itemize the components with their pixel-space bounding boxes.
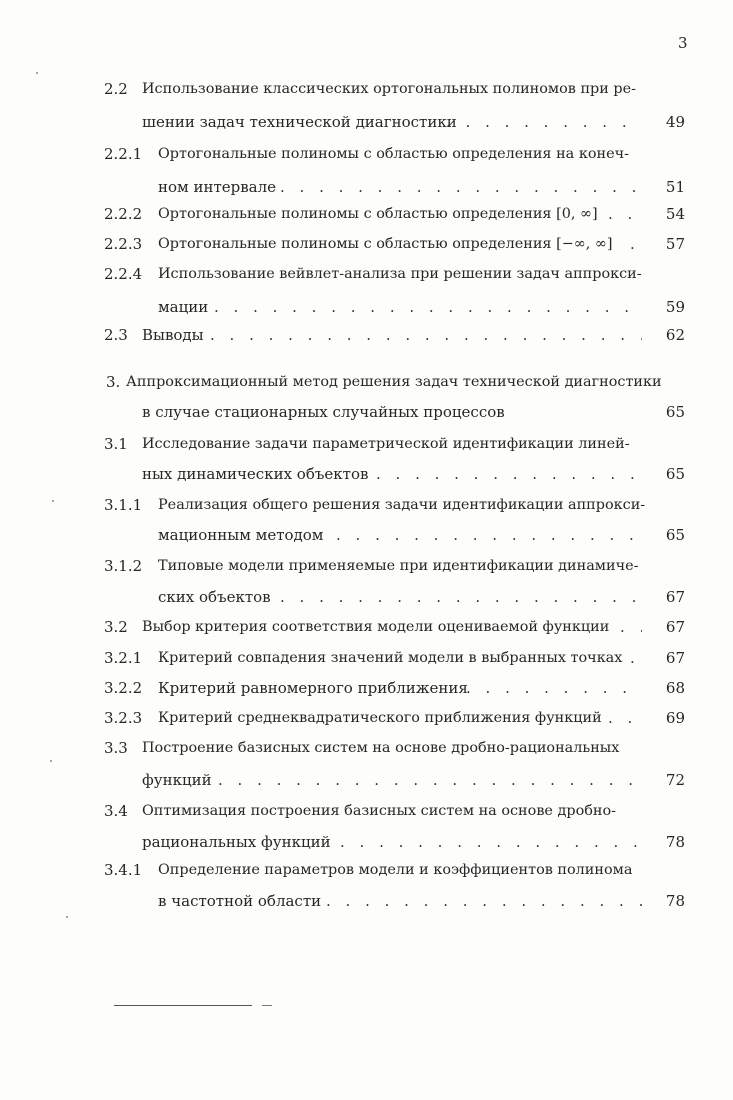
dot-leader [326, 886, 642, 916]
dot-leader [466, 673, 642, 703]
chapter-title-line1: Аппроксимационный метод решения задач технической диагностики [126, 374, 662, 390]
section-number: 3.2 [104, 618, 128, 636]
section-title-line1: Ортогональные полиномы с областью определения [0, ∞] [158, 206, 598, 222]
dot-leader [280, 172, 642, 202]
footnote-rule [114, 1005, 252, 1006]
page-ref: 72 [665, 771, 685, 789]
page-ref: 65 [665, 526, 685, 544]
section-number: 3.2.2 [104, 679, 143, 697]
page-ref: 62 [665, 326, 685, 344]
page-ref: 65 [665, 403, 685, 421]
section-title-line1: Критерий совпадения значений модели в выбранных точках [158, 650, 623, 666]
dot-leader [620, 612, 642, 642]
page-ref: 68 [665, 679, 685, 697]
section-number: 2.2 [104, 80, 128, 98]
scan-speck [36, 72, 38, 74]
section-title-line2: ских объектов [158, 588, 271, 606]
dot-leader [218, 765, 642, 795]
section-title-line1: Оптимизация построения базисных систем на основе дробно- [142, 803, 617, 819]
section-number: 2.2.3 [104, 235, 143, 253]
dot-leader [376, 459, 642, 489]
page-number: 3 [678, 34, 688, 52]
section-title-line2: мационным методом [158, 526, 324, 544]
section-title-line1: Реализация общего решения задачи идентификации аппрокси- [158, 497, 646, 513]
section-number: 2.2.4 [104, 265, 143, 283]
dot-leader [630, 229, 642, 259]
page-ref: 78 [665, 833, 685, 851]
dot-leader [446, 107, 642, 137]
page-ref: 67 [665, 588, 685, 606]
page-ref: 49 [665, 113, 685, 131]
section-title-line2: ных динамических объектов [142, 465, 369, 483]
section-title-line1: Использование классических ортогональных полиномов при ре- [142, 81, 637, 97]
section-title-line1: Определение параметров модели и коэффициентов полинома [158, 862, 633, 878]
section-title-line1: Критерий равномерного приближения [158, 679, 468, 697]
section-title-line1: Исследование задачи параметрической идентификации линей- [142, 436, 630, 452]
dot-leader [280, 582, 642, 612]
dot-leader [630, 643, 642, 673]
dot-leader [340, 827, 642, 857]
dot-leader [210, 320, 642, 350]
section-title-line2: мации [158, 298, 209, 316]
section-number: 3.1.1 [104, 496, 143, 514]
section-title-line1: Построение базисных систем на основе дробно-рациональных [142, 740, 620, 756]
section-number: 2.2.1 [104, 145, 143, 163]
section-title-line2: функций [142, 771, 212, 789]
scan-speck [66, 916, 68, 918]
page-ref: 67 [665, 649, 685, 667]
dot-leader [214, 292, 642, 322]
section-title-line1: Использование вейвлет-анализа при решении задач аппрокси- [158, 266, 642, 282]
page-ref: 57 [665, 235, 685, 253]
section-number: 3.4 [104, 802, 128, 820]
section-title-line1: Критерий среднеквадратического приближения функций [158, 710, 602, 726]
page-ref: 65 [665, 465, 685, 483]
dot-leader [608, 703, 642, 733]
page-ref: 59 [665, 298, 685, 316]
section-title-line1: Выбор критерия соответствия модели оцениваемой функции [142, 619, 610, 635]
scan-speck [50, 760, 52, 762]
section-number: 3.1.2 [104, 557, 143, 575]
page-ref: 54 [665, 205, 685, 223]
chapter-title-line2: в случае стационарных случайных процессов [142, 403, 505, 421]
section-title-line2: ном интервале [158, 178, 277, 196]
section-title-line1: Выводы [142, 326, 204, 344]
section-title-line2: шении задач технической диагностики [142, 113, 457, 131]
section-number: 2.2.2 [104, 205, 143, 223]
section-number: 3.2.1 [104, 649, 143, 667]
page-ref: 78 [665, 892, 685, 910]
scan-speck [52, 500, 54, 502]
page-ref: 51 [665, 178, 685, 196]
dot-leader [336, 520, 642, 550]
section-number: 3.4.1 [104, 861, 143, 879]
section-number: 2.3 [104, 326, 128, 344]
section-title-line1: Ортогональные полиномы с областью определения [−∞, ∞] [158, 236, 613, 252]
page-ref: 67 [665, 618, 685, 636]
section-number: 3.3 [104, 739, 128, 757]
page-ref: 69 [665, 709, 685, 727]
section-title-line2: в частотной области [158, 892, 322, 910]
footnote-rule-fragment [262, 1005, 272, 1006]
chapter-number: 3. [106, 373, 121, 391]
dot-leader [608, 199, 642, 229]
section-title-line1: Ортогональные полиномы с областью определения на конеч- [158, 146, 629, 162]
section-title-line1: Типовые модели применяемые при идентификации динамиче- [158, 558, 639, 574]
section-title-line2: рациональных функций [142, 833, 331, 851]
section-number: 3.2.3 [104, 709, 143, 727]
section-number: 3.1 [104, 435, 128, 453]
